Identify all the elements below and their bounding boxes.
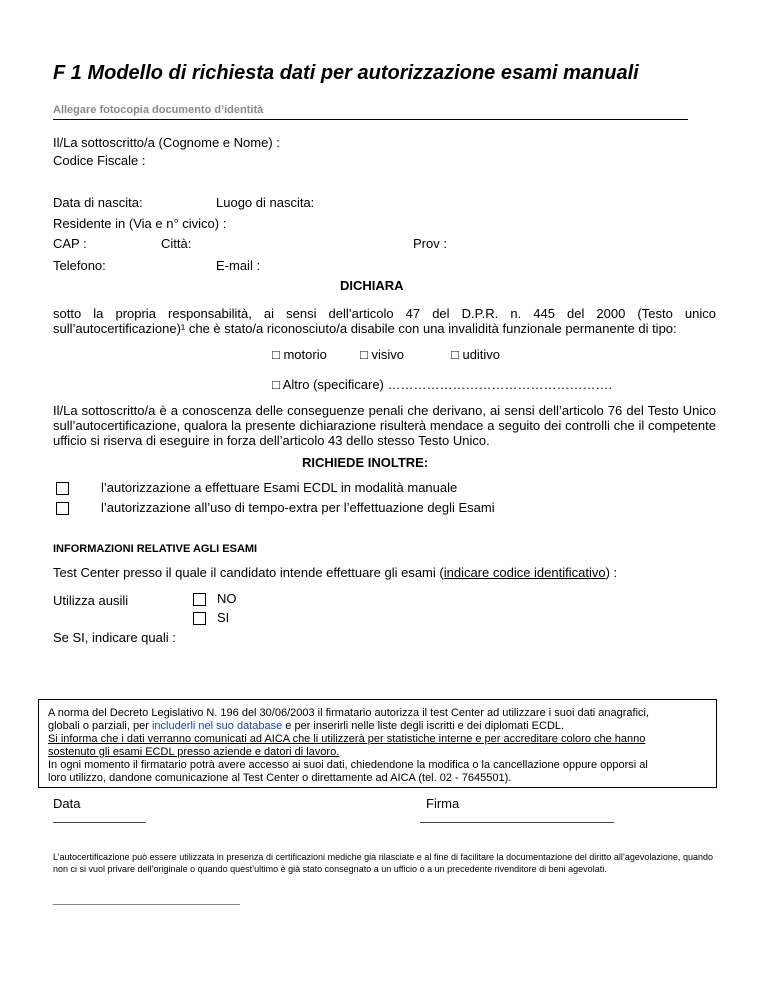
option-uditivo[interactable]: □ uditivo: [451, 347, 501, 362]
aids-si-checkbox[interactable]: [193, 612, 206, 625]
request-extra-time-label: l’autorizzazione all’uso di tempo-extra per l’effettuazione degli Esami: [101, 500, 495, 515]
footnote: L’autocertificazione può essere utilizzata in presenza di certificazioni mediche già rilasciate e al fine di facilitare la documentazione del diritto all’agevolazione, quando non ci si vuol privare dell’originale o quando quest’ultimo è già stato consegnato a un ufficio o a un precedente rivenditore di beni agevolati.: [53, 852, 713, 874]
declaration-text-line1: sotto la propria responsabilità, ai sensi dell’articolo 47 del D.P.R. n. 445 del 2000 (Testo unico: [53, 306, 716, 321]
request-manual-checkbox[interactable]: [56, 482, 69, 495]
aids-which-label: Se SI, indicare quali :: [53, 630, 176, 645]
privacy-line2-end: e per inserirli nelle liste degli iscritti e dei diplomati ECDL.: [282, 720, 565, 732]
page-title: F 1 Modello di richiesta dati per autorizzazione esami manuali: [53, 62, 639, 84]
header-divider: [53, 119, 688, 120]
privacy-database-text: includerli nel suo database: [151, 720, 283, 732]
signature-line[interactable]: [420, 822, 614, 823]
declaration-text-line2: sull’autocertificazione)¹ che è stato/a riconosciuto/a disabile con una invalidità funzionale permanente di tipo:: [53, 321, 677, 336]
test-center-suffix: ) :: [605, 565, 618, 580]
field-phone-label: Telefono:: [53, 258, 106, 273]
privacy-line5: In ogni momento il firmatario potrà avere accesso ai suoi dati, chiedendone la modifica o la cancellazione oppure opporsi al: [48, 759, 648, 771]
field-email-label: E-mail :: [216, 258, 261, 273]
field-tax-code-label: Codice Fiscale :: [53, 153, 146, 168]
penalty-text-line2: sull’autocertificazione, qualora la presente dichiarazione risulterà mendace a seguito dei controlli che il competente: [53, 418, 716, 433]
field-residence-label: Residente in (Via e n° civico) :: [53, 216, 227, 231]
privacy-line6: loro utilizzo, dandone comunicazione al Test Center o direttamente ad AICA (tel. 02 - 7645501).: [48, 772, 512, 784]
privacy-notice-box: [38, 699, 717, 788]
aids-no-label: NO: [217, 591, 237, 606]
option-visivo[interactable]: □ visivo: [360, 347, 404, 362]
field-name-label: Il/La sottoscritto/a (Cognome e Nome) :: [53, 135, 280, 150]
aids-si-label: SI: [217, 610, 230, 625]
date-label: Data: [53, 796, 81, 811]
field-birth-date-label: Data di nascita:: [53, 195, 143, 210]
request-extra-time-checkbox[interactable]: [56, 502, 69, 515]
privacy-line4: sostenuto gli esami ECDL presso aziende e datori di lavoro.: [48, 746, 340, 758]
requests-heading: RICHIEDE INOLTRE:: [302, 455, 429, 470]
privacy-line2: [48, 720, 716, 733]
field-cap-label: CAP :: [53, 236, 87, 251]
penalty-text-line1: Il/La sottoscritto/a è a conoscenza delle conseguenze penali che derivano, ai sensi dell’articolo 76 del Testo Unico: [53, 403, 716, 418]
option-altro[interactable]: □ Altro (specificare) …………………………………………….: [272, 377, 613, 392]
privacy-line1: A norma del Decreto Legislativo N. 196 del 30/06/2003 il firmatario autorizza il test Center ad utilizzare i suoi dati anagrafici,: [48, 707, 650, 719]
exam-info-heading: INFORMAZIONI RELATIVE AGLI ESAMI: [53, 543, 258, 555]
field-province-label: Prov :: [413, 236, 447, 251]
signature-label: Firma: [426, 796, 460, 811]
privacy-line3: Si informa che i dati verranno comunicati ad AICA che li utilizzerà per statistiche interne e per accreditare coloro che hanno: [48, 733, 646, 745]
request-manual-label: l’autorizzazione a effettuare Esami ECDL in modalità manuale: [101, 480, 458, 495]
aids-no-checkbox[interactable]: [193, 593, 206, 606]
field-birth-place-label: Luogo di nascita:: [216, 195, 315, 210]
attachment-note: Allegare fotocopia documento d’identità: [53, 104, 264, 116]
field-city-label: Città:: [161, 236, 192, 251]
privacy-line2-text: globali o parziali, per: [48, 720, 152, 732]
declaration-heading: DICHIARA: [340, 278, 404, 293]
aids-label: Utilizza ausili: [53, 593, 129, 608]
option-motorio[interactable]: □ motorio: [272, 347, 327, 362]
date-line[interactable]: [53, 822, 146, 823]
test-center-text: Test Center presso il quale il candidato intende effettuare gli esami (: [53, 565, 444, 580]
test-center-label: [53, 565, 617, 580]
footnote-divider: [53, 904, 240, 905]
penalty-text-line3: ufficio si riserva di eseguire in forza dell’articolo 43 dello stesso Testo Unico.: [53, 433, 490, 448]
test-center-code-link: indicare codice identificativo: [443, 565, 606, 580]
